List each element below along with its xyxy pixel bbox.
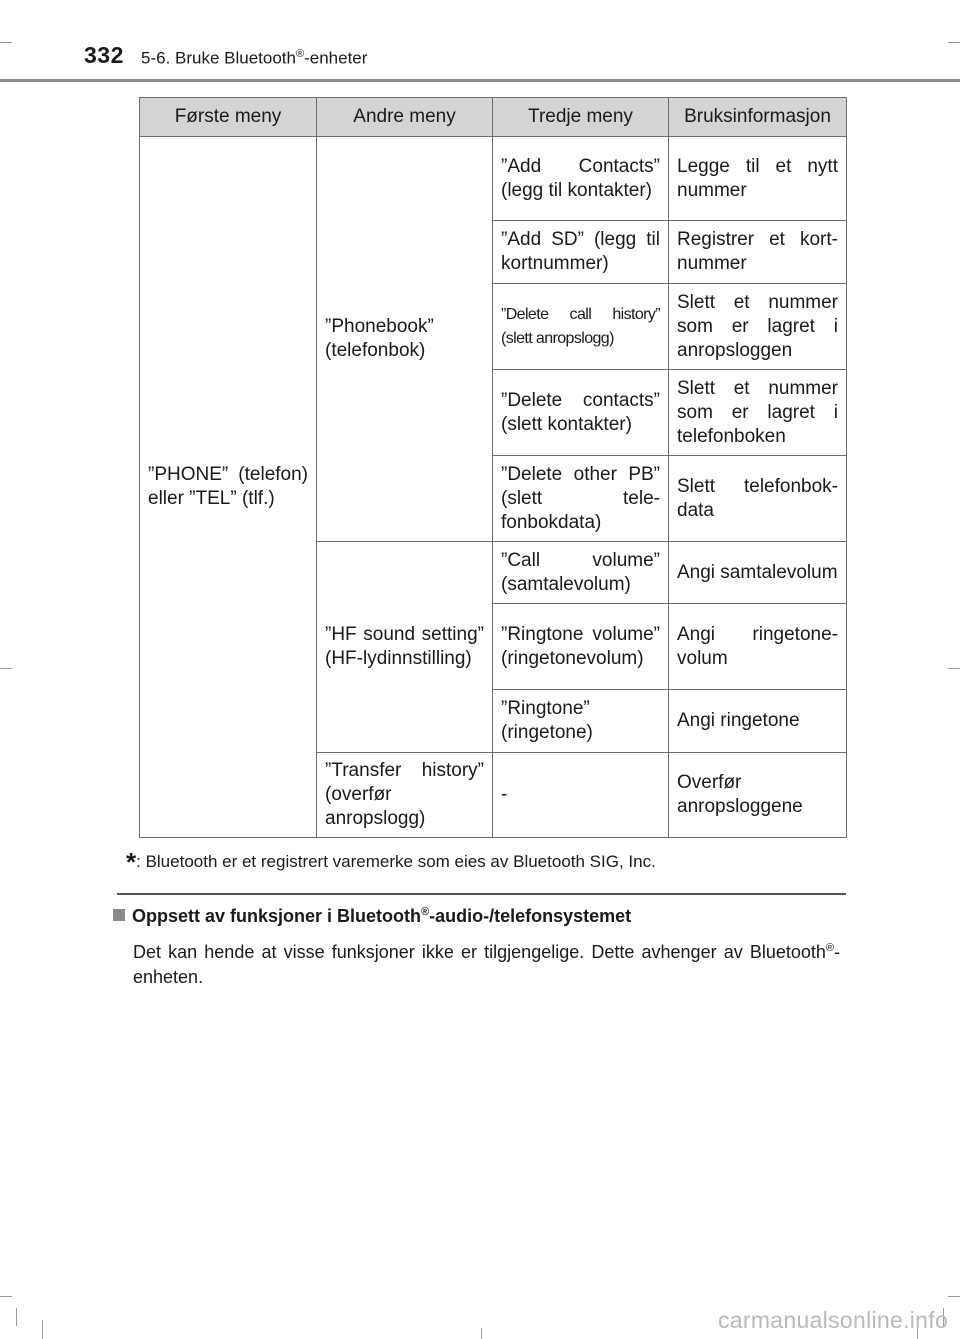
crop-mark — [0, 668, 12, 669]
info-cell: Angi ringetone — [669, 690, 847, 753]
info-cell: Legge til et nytt nummer — [669, 137, 847, 221]
crop-mark — [948, 668, 960, 669]
crop-mark — [0, 1296, 12, 1297]
section-title: 5-6. Bruke Bluetooth®-enheter — [141, 48, 368, 68]
info-cell: Angi samtalevolum — [669, 542, 847, 604]
third-menu-cell: ”Delete call history” (slett anropslogg) — [493, 284, 669, 370]
info-cell: Slett et nummer som er lagret i telefonboken — [669, 370, 847, 456]
watermark: carmanualsonline.info — [718, 1307, 949, 1333]
column-header: Bruksinformasjon — [669, 98, 847, 137]
table-header-row — [140, 98, 847, 137]
third-menu-cell: ”Ringtone volume” (ringetonevolum) — [493, 604, 669, 690]
info-cell: Angi ringetonevolum — [669, 604, 847, 690]
info-cell: Slett telefonbokdata — [669, 456, 847, 542]
second-menu-cell: ”Phonebook” (telefonbok) — [317, 137, 493, 542]
column-header: Tredje meny — [493, 98, 669, 137]
info-cell: Registrer et kortnummer — [669, 221, 847, 284]
footnote-text: : Bluetooth er et registrert varemerke som eies av Bluetooth SIG, Inc. — [136, 852, 656, 871]
crop-mark — [948, 42, 960, 43]
third-menu-cell: ”Add Contacts” (legg til kontakter) — [493, 137, 669, 221]
third-menu-cell: ”Ringtone” (ringetone) — [493, 690, 669, 753]
table-row — [140, 137, 847, 221]
square-bullet-icon — [113, 909, 125, 921]
crop-mark — [0, 42, 12, 43]
third-menu-cell: ”Call volume” (samtalevolum) — [493, 542, 669, 604]
section-divider — [117, 893, 846, 895]
crop-mark — [42, 1320, 43, 1339]
header-divider — [0, 79, 960, 82]
page-number: 332 — [84, 42, 124, 68]
third-menu-cell: ”Delete contacts” (slett kontakter) — [493, 370, 669, 456]
crop-mark — [16, 1308, 17, 1326]
column-header: Første meny — [140, 98, 317, 137]
third-menu-cell: - — [493, 753, 669, 838]
section-heading: Oppsett av funksjoner i Bluetooth®-audio-/telefonsystemet — [113, 906, 631, 927]
info-cell: Slett et nummer som er lagret i anropsloggen — [669, 284, 847, 370]
third-menu-cell: ”Add SD” (legg til kortnummer) — [493, 221, 669, 284]
info-cell: Overfør anropsloggene — [669, 753, 847, 838]
second-menu-cell: ”Transfer history” (overfør anropslogg) — [317, 753, 493, 838]
section-body: Det kan hende at visse funksjoner ikke er tilgjengelige. Dette avhenger av Bluetooth®-enheten. — [133, 942, 840, 987]
third-menu-cell: ”Delete other PB” (slett telefonbokdata) — [493, 456, 669, 542]
crop-mark — [948, 1296, 960, 1297]
menu-table — [139, 97, 847, 838]
crop-mark — [481, 1328, 482, 1339]
second-menu-cell: ”HF sound setting” (HF-lydinnstilling) — [317, 542, 493, 753]
footnote — [126, 847, 656, 878]
first-menu-cell: ”PHONE” (telefon) eller ”TEL” (tlf.) — [140, 137, 317, 838]
footnote-marker: * — [126, 847, 137, 877]
column-header: Andre meny — [317, 98, 493, 137]
